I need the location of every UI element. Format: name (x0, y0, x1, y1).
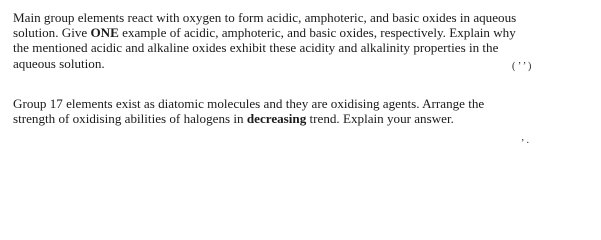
question-1-line: solution. Give (13, 25, 91, 41)
question-1-line: Main group elements react with oxygen to form acidic, amphoteric, and basic oxides in aqueous (13, 10, 517, 25)
question-1-line: aqueous solution. (13, 55, 105, 71)
question-1-line: the mentioned acidic and alkaline oxides exhibit these acidity and alkalinity properties in the (13, 40, 499, 56)
question-1-marks-fragment: ( ’ ’ ) (512, 61, 532, 72)
question-2-marks-fragment: ’ · (521, 138, 530, 149)
question-2-line: strength of oxidising abilities of halogens in (13, 111, 247, 127)
question-1-line: example of acidic, amphoteric, and basic oxides, respectively. Explain why (118, 25, 516, 41)
question-2-line: Group 17 elements exist as diatomic molecules and they are oxidising agents. Arrange the (13, 96, 485, 111)
question-2-text (13, 96, 587, 126)
emphasis-decreasing: decreasing (246, 111, 307, 127)
question-2-line: trend. Explain your answer. (306, 111, 454, 127)
emphasis-one: ONE (90, 25, 119, 41)
question-1-text (13, 10, 587, 71)
